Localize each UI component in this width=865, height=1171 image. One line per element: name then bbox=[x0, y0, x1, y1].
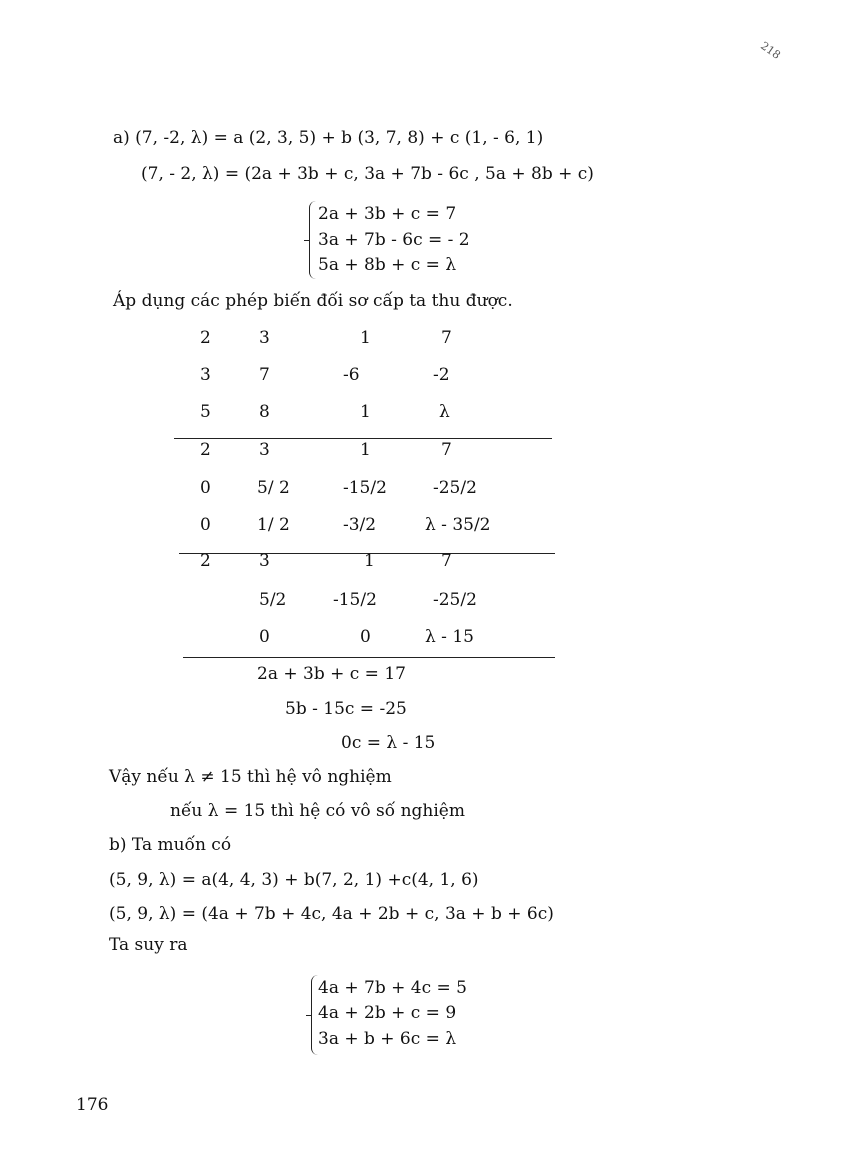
m2-r1-c2: 3 bbox=[259, 440, 270, 460]
m1-r2-c2: 7 bbox=[259, 365, 270, 385]
m3-r2-c4: -25/2 bbox=[433, 590, 477, 610]
m3-r1-c3: 1 bbox=[364, 551, 375, 571]
system-a-row-1: 2a + 3b + c = 7 bbox=[318, 204, 457, 224]
part-b-intro: b) Ta muốn có bbox=[109, 835, 232, 855]
system-a-row-2: 3a + 7b - 6c = - 2 bbox=[318, 230, 470, 250]
m1-r1-c4: 7 bbox=[441, 328, 452, 348]
m2-r1-c3: 1 bbox=[360, 440, 371, 460]
part-a-equation-2: (7, - 2, λ) = (2a + 3b + c, 3a + 7b - 6c , 5a + 8b + c) bbox=[141, 164, 594, 184]
m2-r2-c4: -25/2 bbox=[433, 478, 477, 498]
m1-r2-c3: -6 bbox=[343, 365, 360, 385]
m1-r3-c4: λ bbox=[439, 402, 450, 422]
m1-r1-c3: 1 bbox=[360, 328, 371, 348]
m2-r3-c4: λ - 35/2 bbox=[425, 515, 491, 535]
system-b-row-1: 4a + 7b + 4c = 5 bbox=[318, 978, 467, 998]
system-a-brace bbox=[309, 201, 316, 279]
conclusion-2: nếu λ = 15 thì hệ có vô số nghiệm bbox=[170, 801, 465, 821]
m1-r3-c1: 5 bbox=[200, 402, 211, 422]
m2-r3-c1: 0 bbox=[200, 515, 211, 535]
part-b-deduce: Ta suy ra bbox=[109, 935, 188, 955]
m2-r3-c2: 1/ 2 bbox=[257, 515, 290, 535]
part-b-equation-1: (5, 9, λ) = a(4, 4, 3) + b(7, 2, 1) +c(4, 1, 6) bbox=[109, 870, 479, 890]
m3-r2-c2: 5/2 bbox=[259, 590, 287, 610]
reduced-eq-2: 5b - 15c = -25 bbox=[285, 699, 407, 719]
divider-3 bbox=[183, 657, 555, 658]
m3-r1-c4: 7 bbox=[441, 551, 452, 571]
reduced-eq-1: 2a + 3b + c = 17 bbox=[257, 664, 406, 684]
m3-r1-c2: 3 bbox=[259, 551, 270, 571]
m3-r3-c3: 0 bbox=[360, 627, 371, 647]
m2-r1-c4: 7 bbox=[441, 440, 452, 460]
part-a-equation-1: a) (7, -2, λ) = a (2, 3, 5) + b (3, 7, 8) + c (1, - 6, 1) bbox=[113, 128, 544, 148]
m3-r3-c2: 0 bbox=[259, 627, 270, 647]
m1-r3-c3: 1 bbox=[360, 402, 371, 422]
m1-r3-c2: 8 bbox=[259, 402, 270, 422]
divider-1 bbox=[174, 438, 552, 439]
m3-r1-c1: 2 bbox=[200, 551, 211, 571]
m2-r2-c2: 5/ 2 bbox=[257, 478, 290, 498]
system-a-row-3: 5a + 8b + c = λ bbox=[318, 255, 457, 275]
system-b-brace bbox=[311, 975, 318, 1055]
m1-r1-c1: 2 bbox=[200, 328, 211, 348]
m3-r3-c4: λ - 15 bbox=[425, 627, 474, 647]
m1-r2-c4: -2 bbox=[433, 365, 450, 385]
system-b-row-3: 3a + b + 6c = λ bbox=[318, 1029, 457, 1049]
m2-r2-c1: 0 bbox=[200, 478, 211, 498]
m2-r2-c3: -15/2 bbox=[343, 478, 387, 498]
elimination-intro: Áp dụng các phép biến đối sơ cấp ta thu được. bbox=[113, 291, 513, 311]
conclusion-1: Vậy nếu λ ≠ 15 thì hệ vô nghiệm bbox=[109, 767, 392, 787]
part-b-equation-2: (5, 9, λ) = (4a + 7b + 4c, 4a + 2b + c, 3a + b + 6c) bbox=[109, 904, 554, 924]
m3-r2-c3: -15/2 bbox=[333, 590, 377, 610]
reduced-eq-3: 0c = λ - 15 bbox=[341, 733, 436, 753]
m2-r3-c3: -3/2 bbox=[343, 515, 377, 535]
m2-r1-c1: 2 bbox=[200, 440, 211, 460]
m1-r2-c1: 3 bbox=[200, 365, 211, 385]
page-number: 176 bbox=[76, 1095, 109, 1115]
corner-mark: 218 bbox=[758, 39, 783, 62]
system-b-row-2: 4a + 2b + c = 9 bbox=[318, 1003, 457, 1023]
m1-r1-c2: 3 bbox=[259, 328, 270, 348]
